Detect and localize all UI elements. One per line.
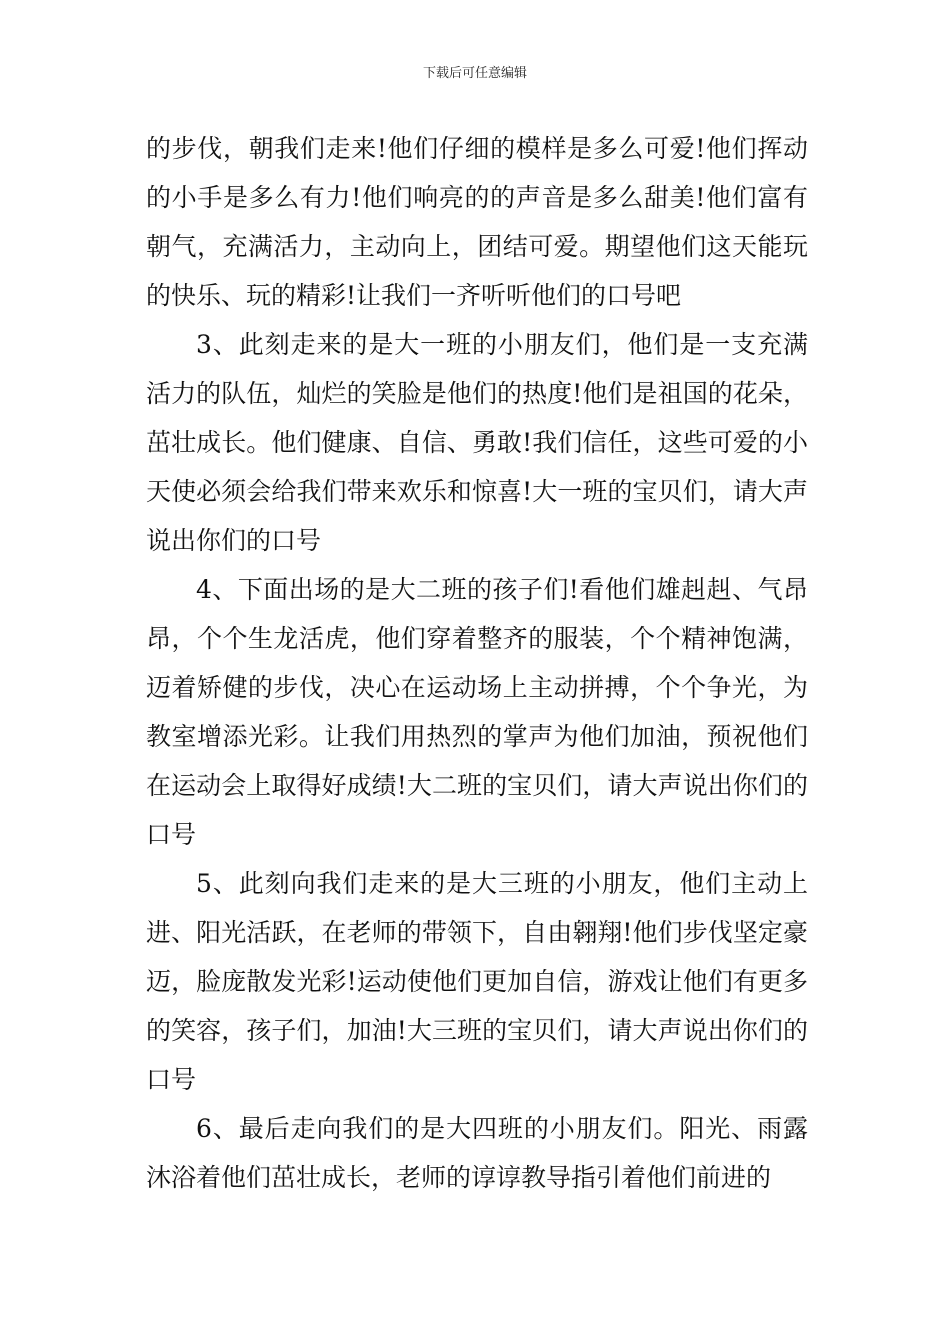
document-body (146, 124, 808, 1202)
paragraph-item-5: 5、此刻向我们走来的是大三班的小朋友，他们主动上进、阳光活跃，在老师的带领下，自由翱翔!他们步伐坚定豪迈，脸庞散发光彩!运动使他们更加自信，游戏让他们有更多的笑容，孩子们，加油!大三班的宝贝们，请大声说出你们的口号 (146, 869, 808, 1094)
paragraph-item-3: 3、此刻走来的是大一班的小朋友们，他们是一支充满活力的队伍，灿烂的笑脸是他们的热度!他们是祖国的花朵，茁壮成长。他们健康、自信、勇敢!我们信任，这些可爱的小天使必须会给我们带来欢乐和惊喜!大一班的宝贝们，请大声说出你们的口号 (146, 330, 808, 555)
paragraph-item-6: 6、最后走向我们的是大四班的小朋友们。阳光、雨露沐浴着他们茁壮成长，老师的谆谆教导指引着他们前进的 (146, 1114, 808, 1192)
paragraph-item-4: 4、下面出场的是大二班的孩子们!看他们雄赳赳、气昂昂，个个生龙活虎，他们穿着整齐的服装，个个精神饱满，迈着矫健的步伐，决心在运动场上主动拼搏，个个争光，为教室增添光彩。让我们用热烈的掌声为他们加油，预祝他们在运动会上取得好成绩!大二班的宝贝们，请大声说出你们的口号 (146, 575, 808, 849)
page-header: 下载后可任意编辑 (422, 66, 527, 81)
paragraph-continued: 的步伐，朝我们走来!他们仔细的模样是多么可爱!他们挥动的小手是多么有力!他们响亮的的声音是多么甜美!他们富有朝气，充满活力，主动向上，团结可爱。期望他们这天能玩的快乐、玩的精彩!让我们一齐听听他们的口号吧 (146, 134, 808, 310)
